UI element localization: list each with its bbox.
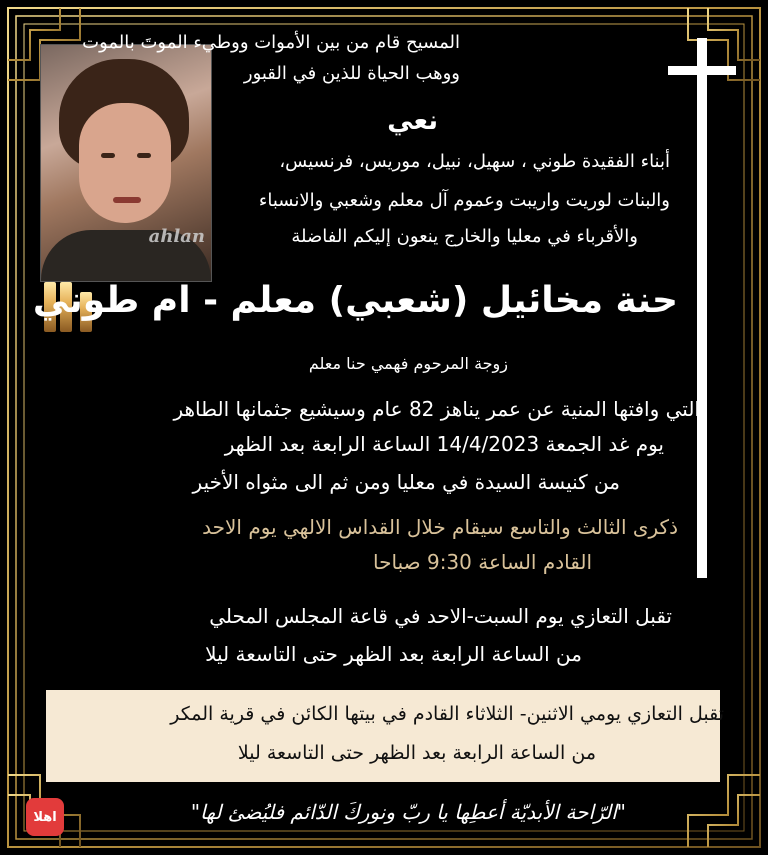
memorial-line-2: القادم الساعة 9:30 صباحا bbox=[373, 550, 592, 574]
ahlan-logo-badge: اهلا bbox=[26, 798, 64, 836]
condolence-hall-line-2: من الساعة الرابعة بعد الظهر حتى التاسعة ليلا bbox=[205, 642, 582, 666]
condolence-home-line-1: تقبل التعازي يومي الاثنين- الثلاثاء القادم في بيتها الكائن في قرية المكر bbox=[170, 703, 724, 725]
deceased-name: حنة مخائيل (شعبي) معلم - ام طوني bbox=[32, 280, 678, 321]
family-line-1: أبناء الفقيدة طوني ، سهيل، نبيل، موريس، فرنسيس، bbox=[279, 151, 670, 172]
closing-prayer: "الرّاحة الأبديّة أعطِها يا ربّ ونوركَ الدّائم فليُضئ لها" bbox=[190, 800, 626, 824]
spouse-line: زوجة المرحوم فهمي حنا معلم bbox=[308, 354, 508, 373]
photo-watermark: ahlan bbox=[148, 226, 205, 247]
funeral-line-2: يوم غد الجمعة 14/4/2023 الساعة الرابعة بعد الظهر bbox=[224, 432, 664, 456]
verse-line-2: ووهب الحياة للذين في القبور bbox=[243, 63, 460, 84]
verse-line-1: المسيح قام من بين الأموات ووطيء الموتَ بالموت bbox=[82, 32, 460, 53]
cross-icon bbox=[668, 38, 736, 578]
condolence-hall-line-1: تقبل التعازي يوم السبت-الاحد في قاعة المجلس المحلي bbox=[209, 604, 672, 628]
family-line-3: والأقرباء في معليا والخارج ينعون إليكم الفاضلة bbox=[291, 226, 638, 247]
deceased-photo bbox=[40, 44, 212, 282]
funeral-line-3: من كنيسة السيدة في معليا ومن ثم الى مثواه الأخير bbox=[192, 470, 620, 494]
condolence-home-line-2: من الساعة الرابعة بعد الظهر حتى التاسعة ليلا bbox=[237, 742, 596, 764]
memorial-line-1: ذكرى الثالث والتاسع سيقام خلال القداس الالهي يوم الاحد bbox=[202, 515, 678, 539]
funeral-line-1: التي وافتها المنية عن عمر يناهز 82 عام وسيشيع جثمانها الطاهر bbox=[173, 397, 700, 421]
family-line-2: والبنات لوريت واريبت وعموم آل معلم وشعبي والانسباء bbox=[258, 190, 670, 211]
notice-title: نعي bbox=[387, 106, 438, 136]
